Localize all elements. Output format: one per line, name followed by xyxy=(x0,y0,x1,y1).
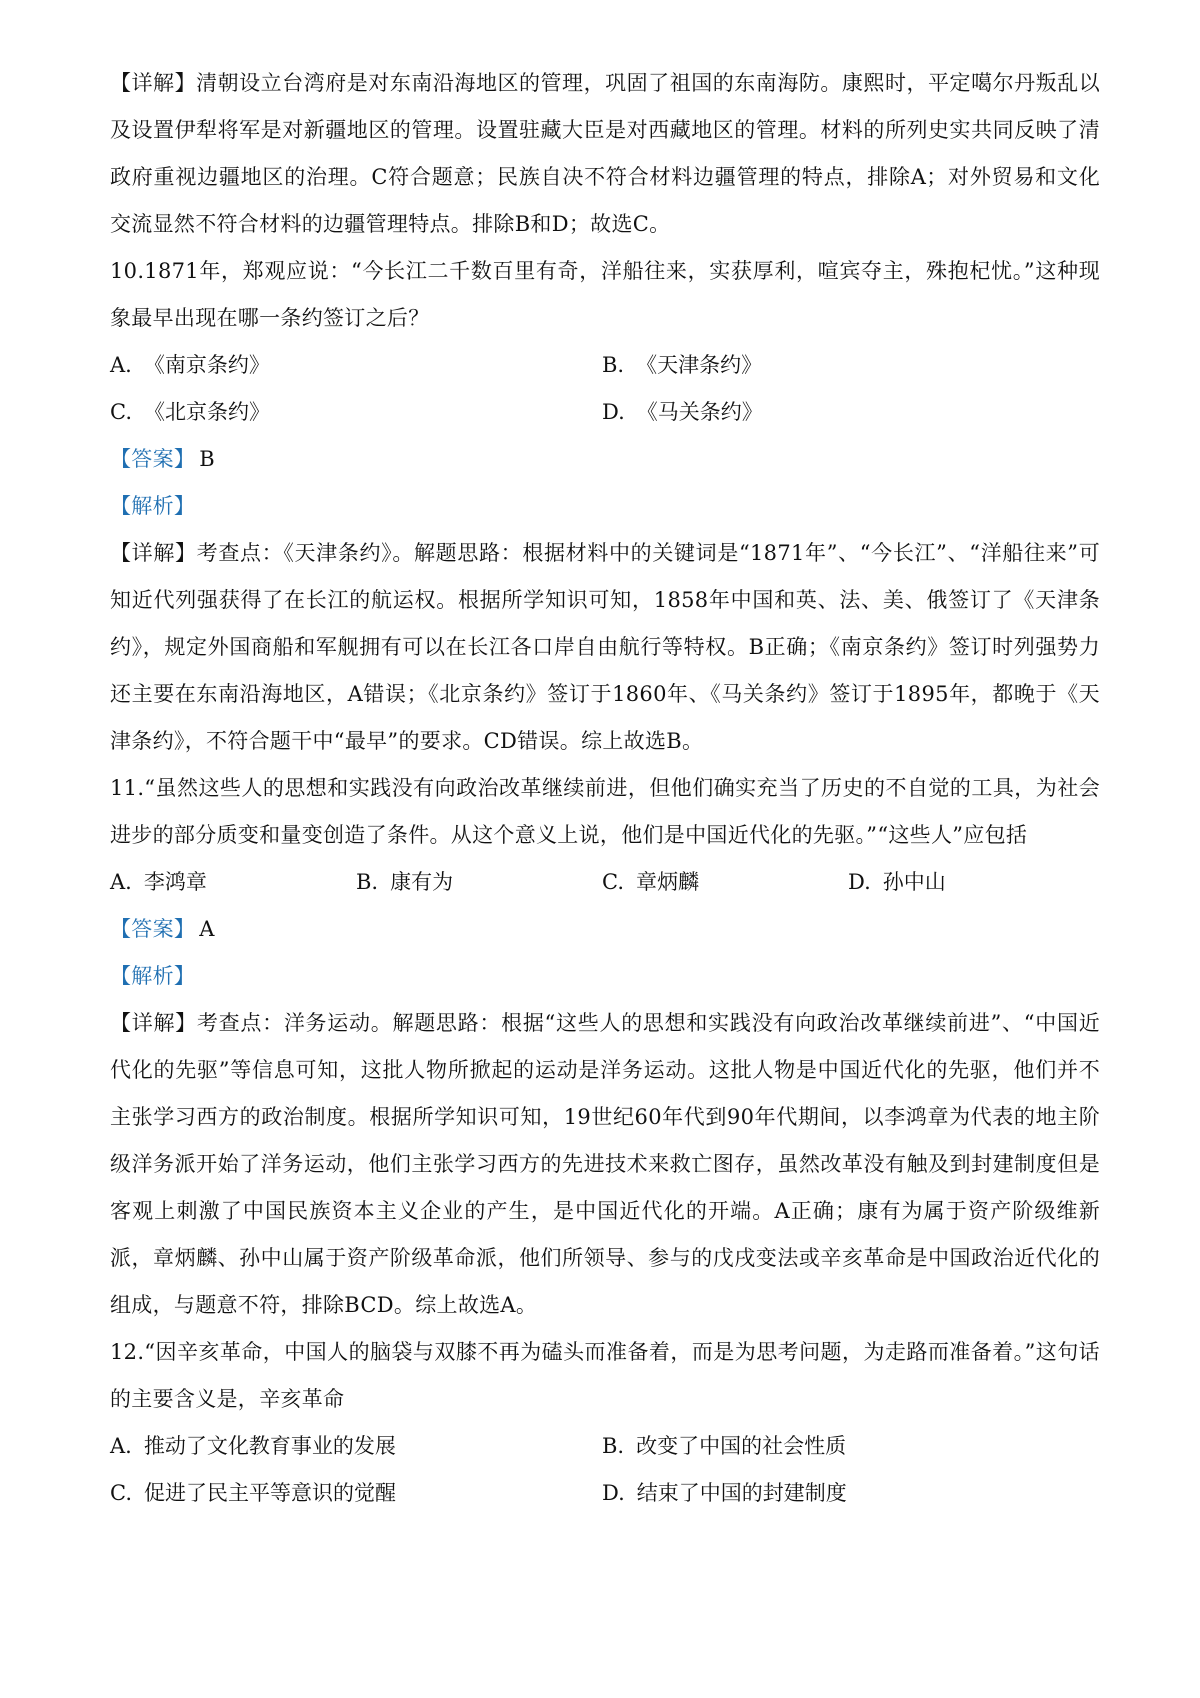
q12-option-a[interactable] xyxy=(110,1423,602,1470)
q10-option-a[interactable] xyxy=(110,342,602,389)
option-letter: A. xyxy=(110,353,132,377)
q11-stem: 11.“虽然这些人的思想和实践没有向政治改革继续前进，但他们确实充当了历史的不自觉的工具，为社会进步的部分质变和量变创造了条件。从这个意义上说，他们是中国近代化的先驱。”“这些人”应包括 xyxy=(110,776,1100,847)
option-letter: B. xyxy=(602,1434,625,1458)
option-text: 《南京条约》 xyxy=(143,353,270,377)
q9-detail: 【详解】清朝设立台湾府是对东南沿海地区的管理，巩固了祖国的东南海防。康熙时，平定噶尔丹叛乱以及设置伊犁将军是对新疆地区的管理。设置驻藏大臣是对西藏地区的管理。材料的所列史实共同反映了清政府重视边疆地区的治理。C符合题意；民族自决不符合材料边疆管理的特点，排除A；对外贸易和文化交流显然不符合材料的边疆管理特点。排除B和D；故选C。 xyxy=(110,71,1100,236)
q10-stem: 10.1871年，郑观应说：“今长江二千数百里有奇，洋船往来，实获厚利，喧宾夺主，殊抱杞忧。”这种现象最早出现在哪一条约签订之后？ xyxy=(110,259,1100,330)
option-text: 改变了中国的社会性质 xyxy=(636,1434,847,1458)
q10-answer xyxy=(110,436,1100,483)
option-text: 康有为 xyxy=(390,870,454,894)
option-letter: A. xyxy=(110,870,132,894)
option-letter: A. xyxy=(110,1434,132,1458)
option-letter: D. xyxy=(602,1481,625,1505)
option-letter: B. xyxy=(356,870,379,894)
q12-option-c[interactable] xyxy=(110,1470,602,1517)
option-text: 《马关条约》 xyxy=(636,400,763,424)
option-letter: C. xyxy=(110,400,132,424)
q10-option-b[interactable] xyxy=(602,342,1100,389)
option-text: 章炳麟 xyxy=(636,870,699,894)
option-text: 促进了民主平等意识的觉醒 xyxy=(144,1481,396,1505)
q11-options xyxy=(110,859,1100,906)
q10-analysis-label xyxy=(110,483,1100,530)
q10-option-c[interactable] xyxy=(110,389,602,436)
option-letter: D. xyxy=(848,870,871,894)
q12-options xyxy=(110,1423,1100,1517)
document-page xyxy=(110,60,1100,1517)
q11-analysis-label xyxy=(110,953,1100,1000)
q10-option-d[interactable] xyxy=(602,389,1100,436)
q11-option-d[interactable] xyxy=(848,859,1100,906)
q11-option-b[interactable] xyxy=(356,859,602,906)
option-letter: C. xyxy=(602,870,624,894)
analysis-label: 【解析】 xyxy=(110,494,196,518)
answer-label: 【答案】 xyxy=(110,917,196,941)
option-text: 结束了中国的封建制度 xyxy=(636,1481,847,1505)
option-letter: B. xyxy=(602,353,625,377)
option-text: 孙中山 xyxy=(882,870,946,894)
option-text: 李鸿章 xyxy=(143,870,207,894)
q12-option-d[interactable] xyxy=(602,1470,1100,1517)
q10-options xyxy=(110,342,1100,436)
answer-label: 【答案】 xyxy=(110,447,196,471)
q12-stem: 12.“因辛亥革命，中国人的脑袋与双膝不再为磕头而准备着，而是为思考问题，为走路而准备着。”这句话的主要含义是，辛亥革命 xyxy=(110,1340,1100,1411)
option-letter: D. xyxy=(602,400,625,424)
option-text: 《北京条约》 xyxy=(144,400,270,424)
option-text: 《天津条约》 xyxy=(636,353,763,377)
option-text: 推动了文化教育事业的发展 xyxy=(143,1434,396,1458)
answer-value: B xyxy=(199,447,215,471)
q12-option-b[interactable] xyxy=(602,1423,1100,1470)
q11-option-c[interactable] xyxy=(602,859,848,906)
q11-option-a[interactable] xyxy=(110,859,356,906)
q11-detail: 【详解】考查点：洋务运动。解题思路：根据“这些人的思想和实践没有向政治改革继续前进”、“中国近代化的先驱”等信息可知，这批人物所掀起的运动是洋务运动。这批人物是中国近代化的先驱，他们并不主张学习西方的政治制度。根据所学知识可知，19世纪60年代到90年代期间，以李鸿章为代表的地主阶级洋务派开始了洋务运动，他们主张学习西方的先进技术来救亡图存，虽然改革没有触及到封建制度但是客观上刺激了中国民族资本主义企业的产生，是中国近代化的开端。A正确；康有为属于资产阶级维新派，章炳麟、孙中山属于资产阶级革命派，他们所领导、参与的戊戌变法或辛亥革命是中国政治近代化的组成，与题意不符，排除BCD。综上故选A。 xyxy=(110,1011,1100,1317)
option-letter: C. xyxy=(110,1481,132,1505)
q11-answer xyxy=(110,906,1100,953)
answer-value: A xyxy=(199,917,215,941)
q10-detail: 【详解】考查点：《天津条约》。解题思路：根据材料中的关键词是“1871年”、“今长江”、“洋船往来”可知近代列强获得了在长江的航运权。根据所学知识可知，1858年中国和英、法、美、俄签订了《天津条约》，规定外国商船和军舰拥有可以在长江各口岸自由航行等特权。B正确；《南京条约》签订时列强势力还主要在东南沿海地区，A错误；《北京条约》签订于1860年、《马关条约》签订于1895年，都晚于《天津条约》，不符合题干中“最早”的要求。CD错误。综上故选B。 xyxy=(110,541,1100,753)
analysis-label: 【解析】 xyxy=(110,964,196,988)
